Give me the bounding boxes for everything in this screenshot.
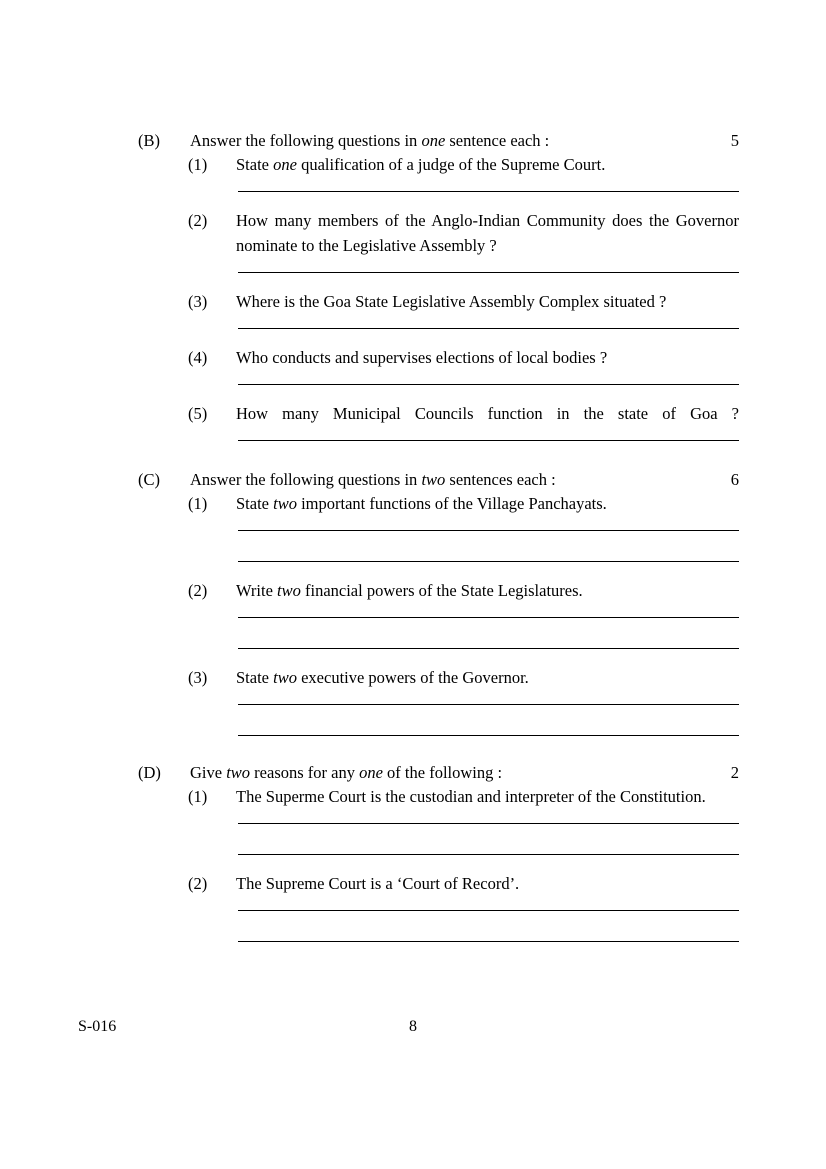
answer-line <box>238 910 739 911</box>
section-label: (B) <box>138 131 160 150</box>
question-text: Write two financial powers of the State Legislatures. <box>236 581 583 600</box>
answer-line <box>238 854 739 855</box>
answer-line <box>238 328 739 329</box>
section-prompt: Give two reasons for any one of the following : <box>190 763 503 782</box>
section-label: (C) <box>138 470 160 489</box>
question-number: (3) <box>188 292 208 311</box>
answer-line <box>238 823 739 824</box>
section-heading <box>138 130 739 152</box>
question-number: (1) <box>188 494 208 513</box>
section-heading <box>138 762 739 784</box>
question-row <box>138 491 739 516</box>
emphasis-word: one <box>273 155 297 174</box>
section-marks: 5 <box>730 131 739 150</box>
question-row <box>138 578 739 603</box>
answer-line <box>238 440 739 441</box>
question-text: State two executive powers of the Governor. <box>236 668 529 687</box>
emphasis-word: two <box>421 470 446 489</box>
answer-line <box>238 191 739 192</box>
answer-line <box>238 617 739 618</box>
answer-line <box>238 735 739 736</box>
question-number: (2) <box>188 211 208 230</box>
emphasis-word: two <box>273 668 297 687</box>
question-number: (2) <box>188 874 208 893</box>
section-label: (D) <box>138 763 161 782</box>
question-row <box>138 871 739 896</box>
answer-line <box>238 704 739 705</box>
answer-line <box>238 530 739 531</box>
answer-lines <box>238 384 739 385</box>
emphasis-word: two <box>273 494 297 513</box>
answer-lines <box>238 823 739 855</box>
question-number: (1) <box>188 155 208 174</box>
question-number: (5) <box>188 404 208 423</box>
answer-line <box>238 561 739 562</box>
section-marks: 6 <box>730 470 739 489</box>
question-text: How many Municipal Councils function in the state of Goa ? <box>236 404 739 423</box>
emphasis-word: two <box>277 581 301 600</box>
section-prompt: Answer the following questions in two sentences each : <box>190 470 556 489</box>
question-section <box>138 130 739 441</box>
question-number: (2) <box>188 581 208 600</box>
question-row <box>138 289 739 314</box>
emphasis-word: two <box>226 763 251 782</box>
answer-lines <box>238 440 739 441</box>
emphasis-word: one <box>421 131 446 150</box>
paper-code: S-016 <box>78 1018 117 1035</box>
answer-lines <box>238 617 739 649</box>
page-number: 8 <box>409 1018 417 1035</box>
question-text: The Supreme Court is a ‘Court of Record’. <box>236 874 520 893</box>
question-row <box>138 208 739 258</box>
answer-lines <box>238 910 739 942</box>
answer-line <box>238 648 739 649</box>
question-text: State two important functions of the Village Panchayats. <box>236 494 607 513</box>
question-number: (4) <box>188 348 208 367</box>
answer-lines <box>238 191 739 192</box>
question-row <box>138 401 739 426</box>
question-row <box>138 784 739 809</box>
answer-line <box>238 384 739 385</box>
answer-lines <box>238 530 739 562</box>
question-row <box>138 152 739 177</box>
answer-lines <box>238 704 739 736</box>
answer-lines <box>238 328 739 329</box>
section-prompt: Answer the following questions in one sentence each : <box>190 131 550 150</box>
question-text: How many members of the Anglo-Indian Community does the Governor nominate to the Legislative Assembly ? <box>236 211 739 255</box>
question-row <box>138 665 739 690</box>
question-text: Who conducts and supervises elections of local bodies ? <box>236 348 608 367</box>
answer-lines <box>238 272 739 273</box>
question-text: The Superme Court is the custodian and interpreter of the Constitution. <box>236 787 706 806</box>
question-content-column <box>138 130 739 958</box>
section-heading <box>138 469 739 491</box>
question-section <box>138 762 739 942</box>
question-number: (1) <box>188 787 208 806</box>
question-text: State one qualification of a judge of the Supreme Court. <box>236 155 606 174</box>
section-marks: 2 <box>730 763 739 782</box>
question-section <box>138 469 739 736</box>
question-row <box>138 345 739 370</box>
emphasis-word: one <box>359 763 383 782</box>
question-number: (3) <box>188 668 208 687</box>
answer-line <box>238 941 739 942</box>
question-text: Where is the Goa State Legislative Assembly Complex situated ? <box>236 292 667 311</box>
answer-line <box>238 272 739 273</box>
